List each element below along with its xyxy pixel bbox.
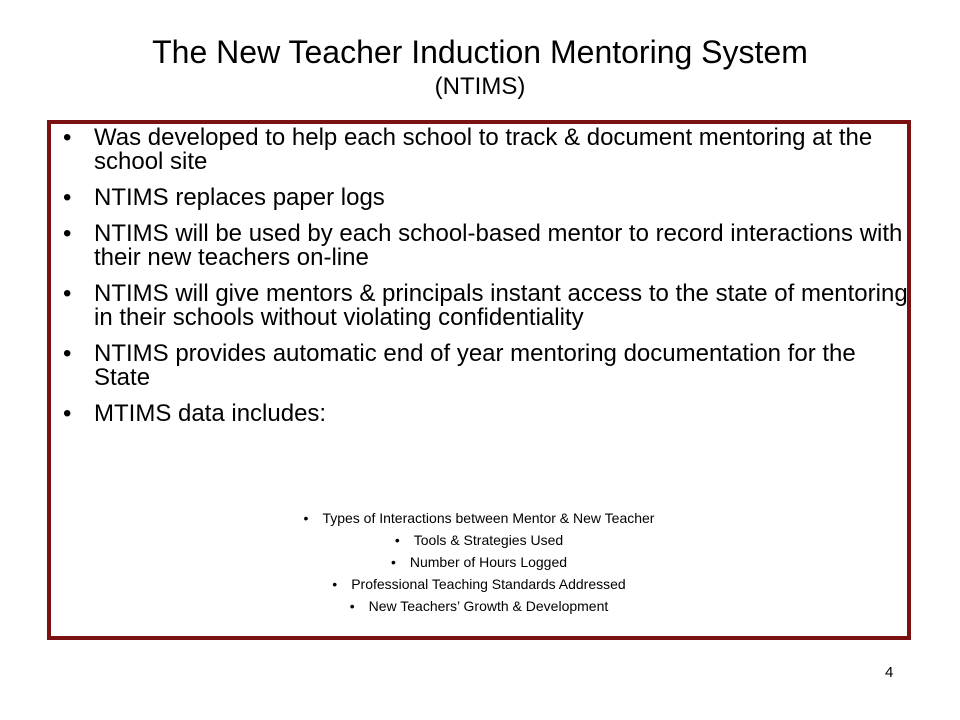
- bullet-item: [63, 402, 909, 426]
- bullet-item: [63, 282, 909, 330]
- slide-title: [0, 34, 960, 102]
- content-box: [47, 120, 911, 640]
- bullet-marker: •: [63, 124, 72, 151]
- title-main: The New Teacher Induction Mentoring System: [152, 34, 808, 70]
- sub-bullet-text: Tools & Strategies Used: [413, 532, 564, 548]
- bullet-text: NTIMS replaces paper logs: [94, 184, 385, 211]
- bullet-text: NTIMS provides automatic end of year mentoring documentation for the State: [94, 340, 856, 391]
- bullet-marker: •: [63, 280, 72, 307]
- page-number: 4: [885, 664, 894, 681]
- sub-bullet-text: Professional Teaching Standards Addressed: [351, 576, 626, 592]
- sub-bullet-list: [51, 507, 907, 617]
- sub-bullet-item: [51, 595, 907, 617]
- sub-bullet-marker: •: [390, 554, 396, 570]
- bullet-text: MTIMS data includes:: [94, 400, 327, 427]
- bullet-text: NTIMS will give mentors & principals instant access to the state of mentoring in their schools without violating confidentiality: [94, 280, 908, 331]
- bullet-marker: •: [63, 400, 72, 427]
- bullet-marker: •: [63, 220, 72, 247]
- sub-bullet-item: [51, 529, 907, 551]
- bullet-item: [63, 186, 909, 210]
- bullet-text: Was developed to help each school to track & document mentoring at the school site: [94, 124, 873, 175]
- sub-bullet-marker: •: [349, 598, 355, 614]
- sub-bullet-text: New Teachers’ Growth & Development: [368, 598, 609, 614]
- sub-bullet-text: Number of Hours Logged: [409, 554, 568, 570]
- sub-bullet-marker: •: [303, 510, 309, 526]
- bullet-item: [63, 126, 909, 174]
- sub-bullet-item: [51, 551, 907, 573]
- sub-bullet-marker: •: [332, 576, 338, 592]
- main-bullet-list: [63, 126, 909, 438]
- bullet-marker: •: [63, 184, 72, 211]
- sub-bullet-text: Types of Interactions between Mentor & New Teacher: [322, 510, 655, 526]
- bullet-marker: •: [63, 340, 72, 367]
- sub-bullet-item: [51, 573, 907, 595]
- title-subtitle: (NTIMS): [434, 73, 526, 100]
- bullet-item: [63, 342, 909, 390]
- bullet-item: [63, 222, 909, 270]
- bullet-text: NTIMS will be used by each school-based mentor to record interactions with their new teachers on-line: [94, 220, 903, 271]
- sub-bullet-marker: •: [394, 532, 400, 548]
- sub-bullet-item: [51, 507, 907, 529]
